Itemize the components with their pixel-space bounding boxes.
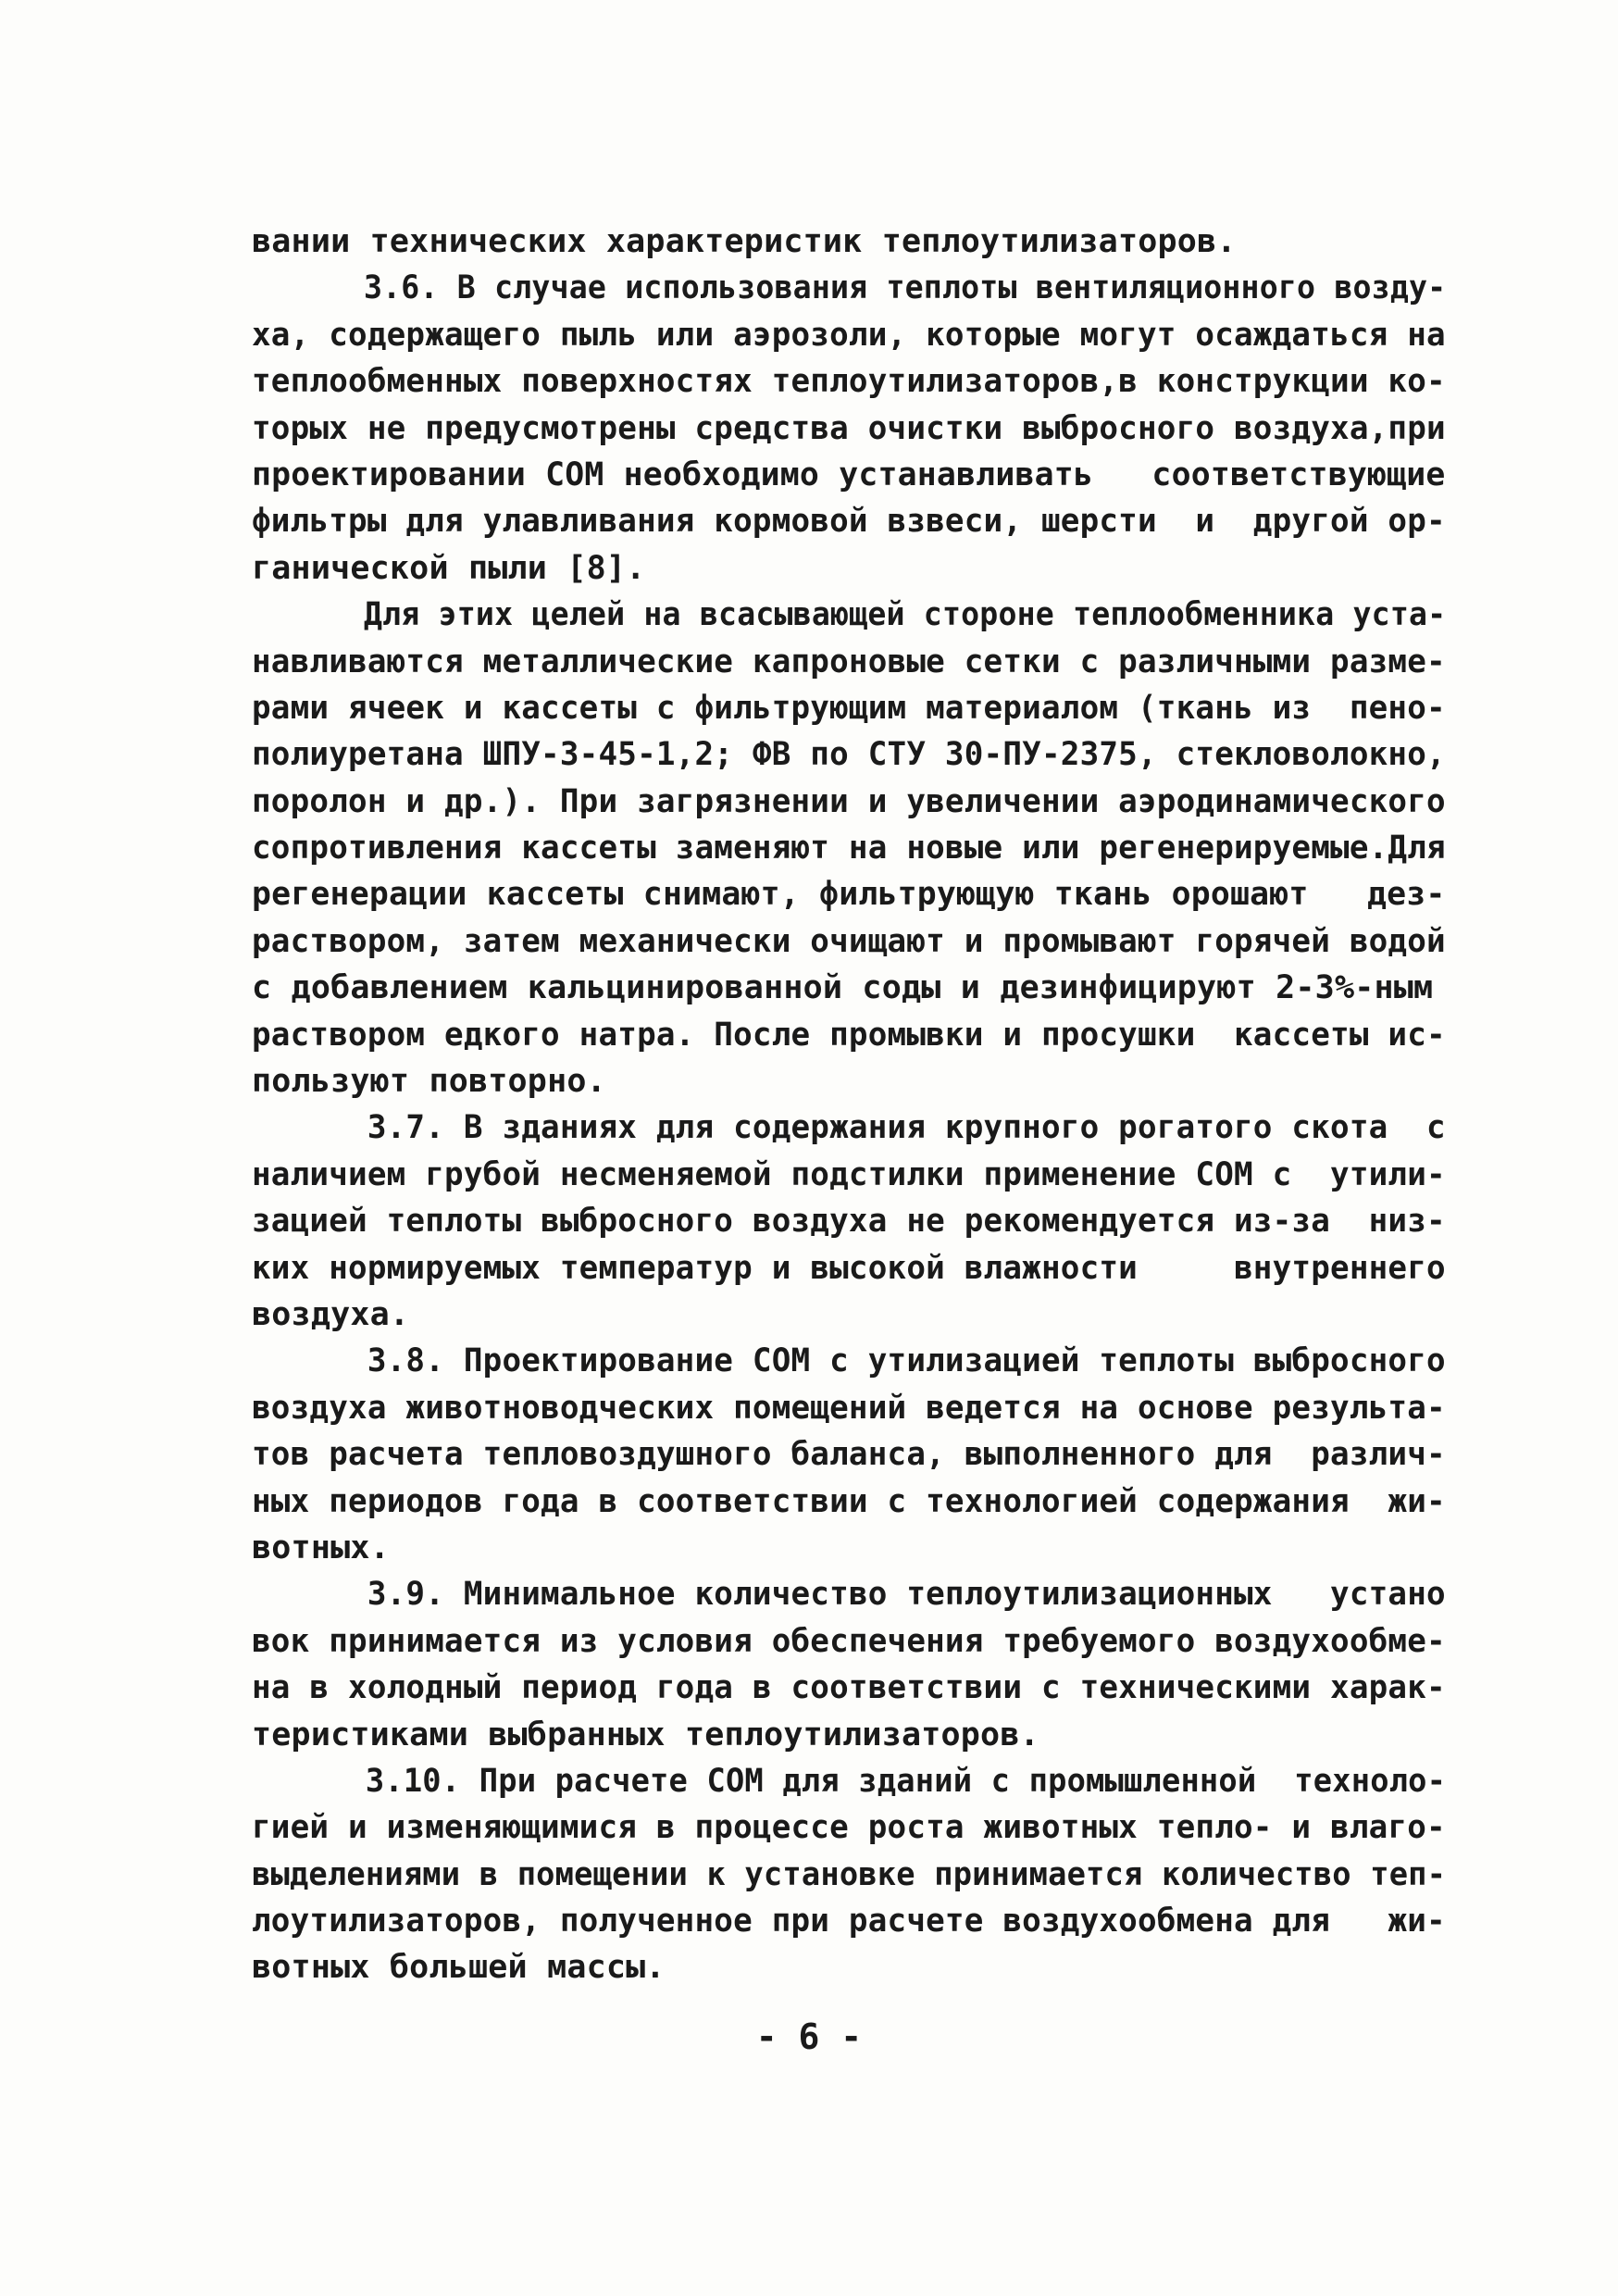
text-line: 3.10. При расчете СОМ для зданий с промышленной техноло- — [252, 1762, 1447, 1800]
text-line: зацией теплоты выбросного воздуха не рекомендуется из-за низ- — [252, 1203, 1446, 1241]
text-line: торых не предусмотрены средства очистки выбросного воздуха,при — [252, 409, 1446, 447]
text-line: теристиками выбранных теплоутилизаторов. — [252, 1716, 1039, 1753]
text-line: ха, содержащего пыль или аэрозоли, которые могут осаждаться на — [252, 316, 1446, 354]
text-line: 3.8. Проектирование СОМ с утилизацией теплоты выбросного — [252, 1342, 1446, 1380]
text-line: 3.6. В случае использования теплоты вентиляционного возду- — [252, 269, 1447, 307]
text-line: навливаются металлические капроновые сетки с различными разме- — [252, 643, 1446, 680]
text-line: на в холодный период года в соответствии с техническими харак- — [252, 1669, 1446, 1707]
text-line: полиуретана ШПУ-3-45-1,2; ФВ по СТУ 30-ПУ-2375, стекловолокно, — [252, 736, 1446, 774]
text-line: сопротивления кассеты заменяют на новые или регенерируемые.Для — [252, 830, 1446, 867]
text-line: выделениями в помещении к установке принимается количество теп- — [252, 1855, 1447, 1893]
text-line: ных периодов года в соответствии с технологией содержания жи- — [252, 1482, 1446, 1520]
text-line: поролон и др.). При загрязнении и увеличении аэродинамического — [252, 782, 1446, 820]
text-line: 3.7. В зданиях для содержания крупного рогатого скота с — [252, 1109, 1446, 1147]
text-line: вотных. — [252, 1529, 390, 1566]
text-line: фильтры для улавливания кормовой взвеси, шерсти и другой ор- — [252, 503, 1446, 541]
text-line: воздуха животноводческих помещений ведется на основе результа- — [252, 1389, 1446, 1427]
text-line: вотных большей массы. — [252, 1949, 666, 1987]
text-line: ганической пыли [8]. — [252, 549, 646, 587]
text-line: проектировании СОМ необходимо устанавливать соответствующие — [252, 455, 1446, 493]
text-line: вании технических характеристик теплоутилизаторов. — [252, 223, 1237, 260]
text-line: раствором едкого натра. После промывки и просушки кассеты ис- — [252, 1016, 1446, 1054]
page-number: - 6 - — [755, 2016, 863, 2057]
text-line: 3.9. Минимальное количество теплоутилизационных устано — [252, 1576, 1446, 1614]
text-line: регенерации кассеты снимают, фильтрующую ткань орошают дез- — [252, 876, 1446, 914]
text-line: теплообменных поверхностях теплоутилизаторов,в конструкции ко- — [252, 363, 1446, 401]
text-line: Для этих целей на всасывающей стороне теплообменника уста- — [252, 596, 1447, 634]
document-body — [252, 218, 1446, 1991]
text-line: вок принимается из условия обеспечения требуемого воздухообме- — [252, 1622, 1446, 1660]
text-line: ких нормируемых температур и высокой влажности внутреннего — [252, 1249, 1446, 1287]
text-line: лоутилизаторов, полученное при расчете воздухообмена для жи- — [252, 1903, 1446, 1940]
text-line: гией и изменяющимися в процессе роста животных тепло- и влаго- — [252, 1809, 1446, 1847]
text-line: наличием грубой несменяемой подстилки применение СОМ с утили- — [252, 1155, 1446, 1193]
text-line: тов расчета тепловоздушного баланса, выполненного для различ- — [252, 1436, 1446, 1474]
text-line: воздуха. — [252, 1295, 410, 1333]
text-line: рами ячеек и кассеты с фильтрующим материалом (ткань из пено- — [252, 689, 1446, 727]
text-line: с добавлением кальцинированной соды и дезинфицируют 2-3%-ным — [252, 969, 1434, 1007]
text-line: пользуют повторно. — [252, 1063, 606, 1101]
text-line: раствором, затем механически очищают и промывают горячей водой — [252, 922, 1446, 960]
